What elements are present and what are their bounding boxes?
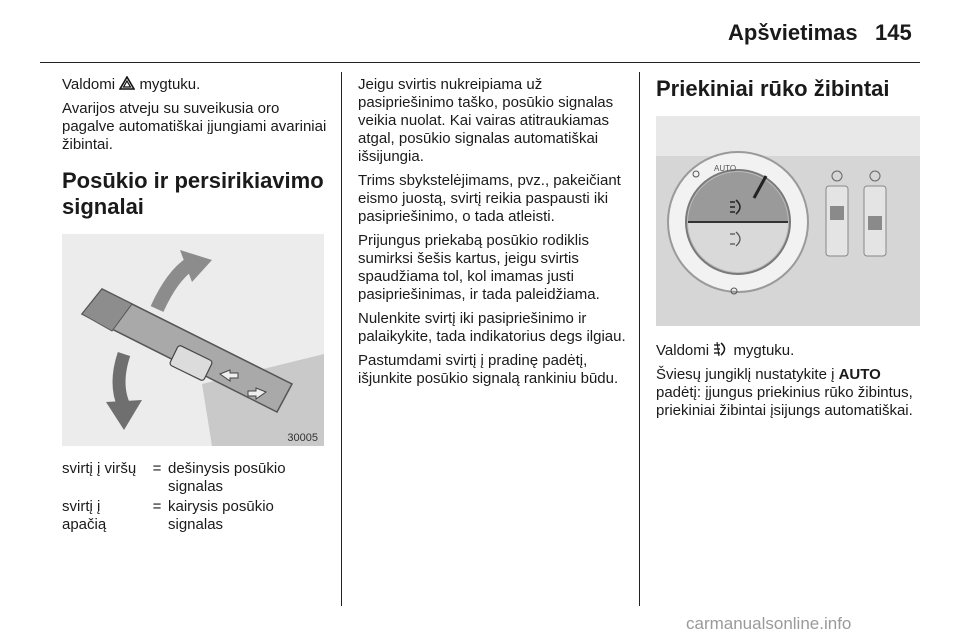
section-heading-fog-lights: Priekiniai rūko žibintai xyxy=(656,76,890,101)
watermark: carmanualsonline.info xyxy=(686,614,852,633)
dial-auto-label: AUTO xyxy=(714,164,737,173)
paragraph: Jeigu svirtis nukreipiama už pasipriešinimo taško, posūkio signalas veikia nuolat. Kai vairas atitraukiamas atgal, posūkio signalas automatiškai išsijungia. xyxy=(358,76,614,165)
page-number: 145 xyxy=(875,20,912,45)
page-header-title: Apšvietimas xyxy=(728,20,858,45)
column-divider-2 xyxy=(639,72,640,606)
paragraph: Pastumdami svirtį į pradinę padėtį, išjunkite posūkio signalą rankiniu būdu. xyxy=(358,352,619,387)
front-fog-light-icon xyxy=(713,342,729,356)
definition-list xyxy=(62,460,330,536)
turn-signal-lever-figure xyxy=(62,234,324,446)
paragraph: Prijungus priekabą posūkio rodiklis sumirksi šešis kartus, jeigu svirtis spaudžiama tol, kol imamas justi pasipriešinimas, ir tada paleidžiama. xyxy=(358,232,600,303)
header-rule xyxy=(40,62,920,63)
column-1 xyxy=(62,76,330,536)
column-divider-1 xyxy=(341,72,342,606)
paragraph: Nulenkite svirtį iki pasipriešinimo ir palaikykite, tada indikatorius degs ilgiau. xyxy=(358,310,626,345)
column-3 xyxy=(656,76,920,426)
hazard-paragraph: Valdomi mygtuku. xyxy=(62,76,201,93)
definition-row: svirtį į viršų = dešinysis posūkio signalas xyxy=(62,460,286,495)
hazard-triangle-icon xyxy=(119,76,135,90)
column-2 xyxy=(358,76,630,394)
lever-illustration xyxy=(62,234,324,446)
paragraph: Trims sbykstelėjimams, pvz., pakeičiant eismo juostą, svirtį reikia paspausti iki pasipriešinimo, o tada atleisti. xyxy=(358,172,621,225)
figure-number: 30005 xyxy=(287,432,318,444)
fog-button-paragraph: Valdomi mygtuku. xyxy=(656,342,795,359)
section-heading-turn-signals: Posūkio ir persirikiavimo signalai xyxy=(62,168,324,219)
light-switch-figure xyxy=(656,116,920,326)
auto-paragraph: Šviesų jungiklį nustatykite į AUTO padėtį: įjungus priekinius rūko žibintus, priekiniai žibintai įsijungs automatiškai. xyxy=(656,366,913,419)
definition-row: svirtį į apačią = kairysis posūkio signalas xyxy=(62,498,274,533)
light-switch-illustration xyxy=(656,116,920,326)
airbag-paragraph: Avarijos atveju su suveikusia oro pagalve automatiškai įjungiami avariniai žibintai. xyxy=(62,100,327,153)
